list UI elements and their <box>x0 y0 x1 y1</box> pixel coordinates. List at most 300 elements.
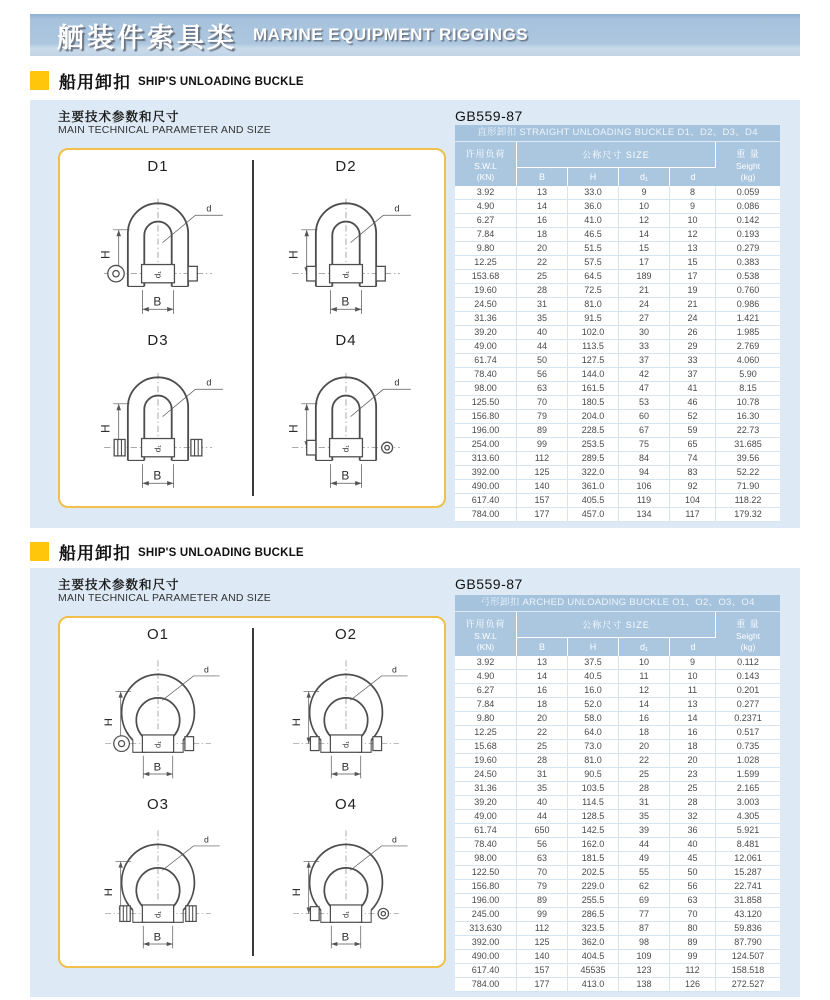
table-cell: 39.20 <box>455 326 517 340</box>
table-cell: 33.0 <box>568 186 619 200</box>
page-banner <box>30 14 800 56</box>
col-swl: 许用负荷 S.W.L (KN) <box>455 612 517 656</box>
dim-d-label: d <box>206 203 212 214</box>
table-cell: 32 <box>670 810 716 824</box>
table-cell: 29 <box>670 340 716 354</box>
table-cell: 47 <box>619 382 670 396</box>
diagram-label: D4 <box>335 332 357 349</box>
dim-h-label: H <box>103 888 116 897</box>
table-cell: 4.90 <box>455 200 517 214</box>
table-cell: 98.00 <box>455 382 517 396</box>
table-cell: 0.986 <box>716 298 780 312</box>
table-cell: 67 <box>619 424 670 438</box>
table-row <box>455 256 780 270</box>
diagram-label: D3 <box>147 332 169 349</box>
diagram-cell-o1 <box>64 622 252 792</box>
table-row <box>455 908 780 922</box>
table-row <box>455 298 780 312</box>
table-row <box>455 768 780 782</box>
section1-heading <box>30 69 770 91</box>
table-cell: 122.50 <box>455 866 517 880</box>
dim-h-label: H <box>291 718 304 727</box>
diagram-label: D2 <box>335 158 357 175</box>
table-cell: 6.27 <box>455 214 517 228</box>
table-cell: 28 <box>670 796 716 810</box>
table-cell: 9.80 <box>455 242 517 256</box>
col-d: d <box>670 168 716 186</box>
table-row <box>455 396 780 410</box>
table-cell: 4.060 <box>716 354 780 368</box>
table-cell: 99 <box>517 438 568 452</box>
dee-shackle-diagram <box>256 175 436 323</box>
table-cell: 0.2371 <box>716 712 780 726</box>
table-cell: 56 <box>670 880 716 894</box>
table-cell: 181.5 <box>568 852 619 866</box>
table-cell: 43.120 <box>716 908 780 922</box>
bow-shackle-diagram <box>68 813 248 957</box>
diagram-cell-o4 <box>252 792 440 962</box>
param-title-zh: 主要技术参数和尺寸 <box>58 110 180 124</box>
table-cell: 24 <box>670 312 716 326</box>
table-cell: 13 <box>670 698 716 712</box>
table-cell: 128.5 <box>568 810 619 824</box>
table-cell: 72.5 <box>568 284 619 298</box>
table-cell: 177 <box>517 508 568 522</box>
table-cell: 254.00 <box>455 438 517 452</box>
table-row <box>455 354 780 368</box>
table-cell: 196.00 <box>455 894 517 908</box>
table-cell: 1.028 <box>716 754 780 768</box>
param-title-zh: 主要技术参数和尺寸 <box>58 578 180 592</box>
table-cell: 31.858 <box>716 894 780 908</box>
table-cell: 313.630 <box>455 922 517 936</box>
diagram-box-bow <box>58 616 446 968</box>
table-cell: 20 <box>619 740 670 754</box>
table-cell: 3.92 <box>455 186 517 200</box>
table-cell: 4.305 <box>716 810 780 824</box>
table-cell: 91.5 <box>568 312 619 326</box>
param-title-en: MAIN TECHNICAL PARAMETER AND SIZE <box>58 592 271 604</box>
col-size-group: 公称尺寸 SIZE B H d₁ d <box>517 142 716 186</box>
col-size-group: 公称尺寸 SIZE B H d₁ d <box>517 612 716 656</box>
col-b: B <box>517 638 568 656</box>
table-cell: 89 <box>670 936 716 950</box>
diagram-cell-o2 <box>252 622 440 792</box>
table-cell: 179.32 <box>716 508 780 522</box>
table-cell: 126 <box>670 978 716 992</box>
table-row <box>455 242 780 256</box>
table-row <box>455 200 780 214</box>
dim-h-label: H <box>103 718 116 727</box>
table-cell: 784.00 <box>455 508 517 522</box>
table-row <box>455 284 780 298</box>
table-cell: 63 <box>517 382 568 396</box>
table-cell: 16.0 <box>568 684 619 698</box>
table-cell: 15.287 <box>716 866 780 880</box>
table-cell: 272.527 <box>716 978 780 992</box>
table-body <box>455 656 780 992</box>
table-cell: 229.0 <box>568 880 619 894</box>
table-cell: 44 <box>517 810 568 824</box>
col-d1: d₁ <box>619 638 670 656</box>
table-cell: 44 <box>619 838 670 852</box>
table-cell: 15 <box>619 242 670 256</box>
section2-panel <box>30 568 800 997</box>
table-cell: 35 <box>517 782 568 796</box>
table-row <box>455 228 780 242</box>
table-cell: 286.5 <box>568 908 619 922</box>
table-cell: 35 <box>517 312 568 326</box>
table-cell: 189 <box>619 270 670 284</box>
table-cell: 62 <box>619 880 670 894</box>
table-cell: 31.36 <box>455 312 517 326</box>
table-cell: 70 <box>517 396 568 410</box>
table-cell: 31 <box>619 796 670 810</box>
table-cell: 39.56 <box>716 452 780 466</box>
table-cell: 6.27 <box>455 684 517 698</box>
table-row <box>455 726 780 740</box>
table-cell: 25 <box>619 768 670 782</box>
table-row <box>455 922 780 936</box>
table-cell: 52.22 <box>716 466 780 480</box>
table-cell: 1.985 <box>716 326 780 340</box>
table-cell: 109 <box>619 950 670 964</box>
table-cell: 1.599 <box>716 768 780 782</box>
table-cell: 114.5 <box>568 796 619 810</box>
dim-d-label: d <box>391 834 397 845</box>
table-cell: 51.5 <box>568 242 619 256</box>
table-cell: 650 <box>517 824 568 838</box>
table-cell: 156.80 <box>455 410 517 424</box>
dee-shackle-diagram <box>68 175 248 323</box>
table-cell: 19 <box>670 284 716 298</box>
table-cell: 0.142 <box>716 214 780 228</box>
pin-end-icon <box>185 737 194 751</box>
arched-buckle-table <box>455 595 780 992</box>
table-cell: 55 <box>619 866 670 880</box>
pin-cotter-ring-icon <box>382 442 393 453</box>
table-cell: 42 <box>619 368 670 382</box>
table-cell: 112 <box>517 922 568 936</box>
table-cell: 392.00 <box>455 936 517 950</box>
table-cell: 58.0 <box>568 712 619 726</box>
table-cell: 56 <box>517 368 568 382</box>
table-row <box>455 880 780 894</box>
table-cell: 16 <box>517 684 568 698</box>
diagram-cell-d1 <box>64 154 252 328</box>
table-cell: 3.003 <box>716 796 780 810</box>
pin-eye-head-icon <box>108 265 124 281</box>
table-cell: 98 <box>619 936 670 950</box>
table-cell: 14 <box>517 670 568 684</box>
table-cell: 112 <box>670 964 716 978</box>
table-cell: 12 <box>619 684 670 698</box>
table-cell: 89 <box>517 894 568 908</box>
table-row <box>455 684 780 698</box>
col-swl: 许用负荷 S.W.L (KN) <box>455 142 517 186</box>
section1-title-zh: 船用卸扣 <box>59 72 131 92</box>
table-cell: 15.68 <box>455 740 517 754</box>
table-cell: 162.0 <box>568 838 619 852</box>
table-cell: 323.5 <box>568 922 619 936</box>
diagram-label: D1 <box>147 158 169 175</box>
table-cell: 81.0 <box>568 754 619 768</box>
table-cell: 10 <box>619 200 670 214</box>
table-cell: 87.790 <box>716 936 780 950</box>
table-cell: 40.5 <box>568 670 619 684</box>
table-cell: 2.769 <box>716 340 780 354</box>
dim-h-label: H <box>98 424 113 434</box>
table-cell: 204.0 <box>568 410 619 424</box>
table-cell: 16.30 <box>716 410 780 424</box>
table-cell: 5.90 <box>716 368 780 382</box>
dim-d-label: d <box>206 377 212 388</box>
dim-d-label: d <box>203 664 209 675</box>
table-cell: 392.00 <box>455 466 517 480</box>
table-cell: 13 <box>517 186 568 200</box>
table-cell: 9 <box>670 656 716 670</box>
table-cell: 16 <box>517 214 568 228</box>
table-row <box>455 340 780 354</box>
table-cell: 8.481 <box>716 838 780 852</box>
table-cell: 46 <box>670 396 716 410</box>
dim-b-label: B <box>153 761 162 774</box>
table-cell: 784.00 <box>455 978 517 992</box>
table-cell: 18 <box>517 698 568 712</box>
table-cell: 245.00 <box>455 908 517 922</box>
table-cell: 125 <box>517 936 568 950</box>
table-cell: 18 <box>517 228 568 242</box>
table-cell: 9 <box>670 200 716 214</box>
table-cell: 21 <box>619 284 670 298</box>
table-row <box>455 950 780 964</box>
table-cell: 9 <box>619 186 670 200</box>
table-row <box>455 270 780 284</box>
table-cell: 49 <box>619 852 670 866</box>
table-cell: 44 <box>517 340 568 354</box>
pin-cotter-ring-icon <box>378 908 388 918</box>
table-cell: 119 <box>619 494 670 508</box>
table-cell: 3.92 <box>455 656 517 670</box>
dim-b-label: B <box>153 468 162 483</box>
table-cell: 490.00 <box>455 950 517 964</box>
page-title-en: MARINE EQUIPMENT RIGGINGS <box>253 25 529 44</box>
section2-title-zh: 船用卸扣 <box>59 543 131 563</box>
table-cell: 22.73 <box>716 424 780 438</box>
table-cell: 617.40 <box>455 964 517 978</box>
table-row <box>455 424 780 438</box>
dim-d-label: d <box>391 664 397 675</box>
table-cell: 28 <box>517 754 568 768</box>
table-cell: 12.061 <box>716 852 780 866</box>
diagram-cell-o3 <box>64 792 252 962</box>
table-cell: 196.00 <box>455 424 517 438</box>
table-cell: 125.50 <box>455 396 517 410</box>
table-cell: 81.0 <box>568 298 619 312</box>
table-cell: 0.277 <box>716 698 780 712</box>
table-cell: 117 <box>670 508 716 522</box>
table-cell: 0.279 <box>716 242 780 256</box>
diagram-cell-d2 <box>252 154 440 328</box>
table-cell: 228.5 <box>568 424 619 438</box>
col-h: H <box>568 638 619 656</box>
table-cell: 102.0 <box>568 326 619 340</box>
table-cell: 22 <box>619 754 670 768</box>
table-cell: 89 <box>517 424 568 438</box>
table-cell: 39 <box>619 824 670 838</box>
table-cell: 15 <box>670 256 716 270</box>
table-cell: 25 <box>517 270 568 284</box>
table-cell: 33 <box>619 340 670 354</box>
table-cell: 113.5 <box>568 340 619 354</box>
table-cell: 22 <box>517 726 568 740</box>
table-cell: 69 <box>619 894 670 908</box>
table-row <box>455 214 780 228</box>
table-row <box>455 796 780 810</box>
table-cell: 140 <box>517 950 568 964</box>
table-cell: 80 <box>670 922 716 936</box>
table-cell: 92 <box>670 480 716 494</box>
table-cell: 53 <box>619 396 670 410</box>
table-cell: 118.22 <box>716 494 780 508</box>
table-cell: 50 <box>670 866 716 880</box>
pin-hex-nut-icon <box>114 439 125 455</box>
table-cell: 4.90 <box>455 670 517 684</box>
col-d1: d₁ <box>619 168 670 186</box>
dim-d-label: d <box>394 377 400 388</box>
table-cell: 98.00 <box>455 852 517 866</box>
dim-d1-label: d₁ <box>153 270 163 279</box>
pin-end-icon <box>307 266 316 281</box>
table-cell: 18 <box>670 740 716 754</box>
table-row <box>455 480 780 494</box>
col-h: H <box>568 168 619 186</box>
table-row <box>455 866 780 880</box>
table-cell: 17 <box>619 256 670 270</box>
table-cell: 37.5 <box>568 656 619 670</box>
col-b: B <box>517 168 568 186</box>
bow-shackle-diagram <box>256 813 436 957</box>
pin-end-icon <box>188 266 197 281</box>
table-cell: 12 <box>670 228 716 242</box>
table-row <box>455 782 780 796</box>
table-cell: 45535 <box>568 964 619 978</box>
diagram-cell-d4 <box>252 328 440 502</box>
table-cell: 35 <box>619 810 670 824</box>
table-cell: 36.0 <box>568 200 619 214</box>
table-cell: 10 <box>619 656 670 670</box>
table-cell: 94 <box>619 466 670 480</box>
straight-buckle-table <box>455 125 780 522</box>
dim-d1-label: d₁ <box>153 910 163 918</box>
col-weight: 重 量 Seight (kg) <box>716 612 780 656</box>
table-row <box>455 452 780 466</box>
table-row <box>455 824 780 838</box>
table-cell: 0.760 <box>716 284 780 298</box>
table-cell: 253.5 <box>568 438 619 452</box>
diagram-cell-d3 <box>64 328 252 502</box>
table-row <box>455 712 780 726</box>
dim-d1-label: d₁ <box>153 444 163 453</box>
table-cell: 63 <box>517 852 568 866</box>
table-cell: 74 <box>670 452 716 466</box>
table-cell: 362.0 <box>568 936 619 950</box>
table-cell: 0.112 <box>716 656 780 670</box>
table-cell: 24.50 <box>455 768 517 782</box>
table-cell: 14 <box>619 228 670 242</box>
table-cell: 134 <box>619 508 670 522</box>
table-cell: 79 <box>517 880 568 894</box>
table-cell: 39.20 <box>455 796 517 810</box>
section2-heading <box>30 540 770 562</box>
table-cell: 36 <box>670 824 716 838</box>
table-cell: 27 <box>619 312 670 326</box>
table-cell: 322.0 <box>568 466 619 480</box>
dim-b-label: B <box>341 468 350 483</box>
table-cell: 1.421 <box>716 312 780 326</box>
yellow-square-icon <box>30 71 49 90</box>
table-row <box>455 754 780 768</box>
table-cell: 77 <box>619 908 670 922</box>
table-row <box>455 382 780 396</box>
table-cell: 158.518 <box>716 964 780 978</box>
table-row <box>455 740 780 754</box>
dim-b-label: B <box>153 931 162 944</box>
table-cell: 405.5 <box>568 494 619 508</box>
table-cell: 142.5 <box>568 824 619 838</box>
table-cell: 59.836 <box>716 922 780 936</box>
table-cell: 138 <box>619 978 670 992</box>
section1-panel <box>30 100 800 528</box>
diagram-label: O4 <box>334 796 357 813</box>
table-cell: 40 <box>670 838 716 852</box>
table-cell: 70 <box>517 866 568 880</box>
dim-d1-label: d₁ <box>153 740 163 748</box>
table-cell: 78.40 <box>455 368 517 382</box>
table-row <box>455 810 780 824</box>
table-cell: 124.507 <box>716 950 780 964</box>
table-row <box>455 186 780 200</box>
table-cell: 99 <box>517 908 568 922</box>
dim-b-label: B <box>341 761 350 774</box>
diagram-label: O2 <box>334 626 357 643</box>
table-cell: 41.0 <box>568 214 619 228</box>
table-cell: 11 <box>670 684 716 698</box>
table-row <box>455 670 780 684</box>
table-row <box>455 466 780 480</box>
table-cell: 23 <box>670 768 716 782</box>
table-cell: 10 <box>670 214 716 228</box>
table-cell: 0.193 <box>716 228 780 242</box>
table-cell: 180.5 <box>568 396 619 410</box>
table-row <box>455 410 780 424</box>
table-cell: 83 <box>670 466 716 480</box>
table-cell: 40 <box>517 326 568 340</box>
pin-hex-nut-icon <box>191 439 202 455</box>
table-cell: 31 <box>517 768 568 782</box>
pin-end-icon <box>307 440 316 455</box>
table-cell: 45 <box>670 852 716 866</box>
yellow-square-icon <box>30 542 49 561</box>
pin-hex-nut-icon <box>120 906 130 922</box>
col-d: d <box>670 638 716 656</box>
table-cell: 25 <box>670 782 716 796</box>
table-cell: 19.60 <box>455 284 517 298</box>
table-cell: 16 <box>619 712 670 726</box>
table-cell: 18 <box>619 726 670 740</box>
table-row <box>455 494 780 508</box>
table-cell: 37 <box>619 354 670 368</box>
